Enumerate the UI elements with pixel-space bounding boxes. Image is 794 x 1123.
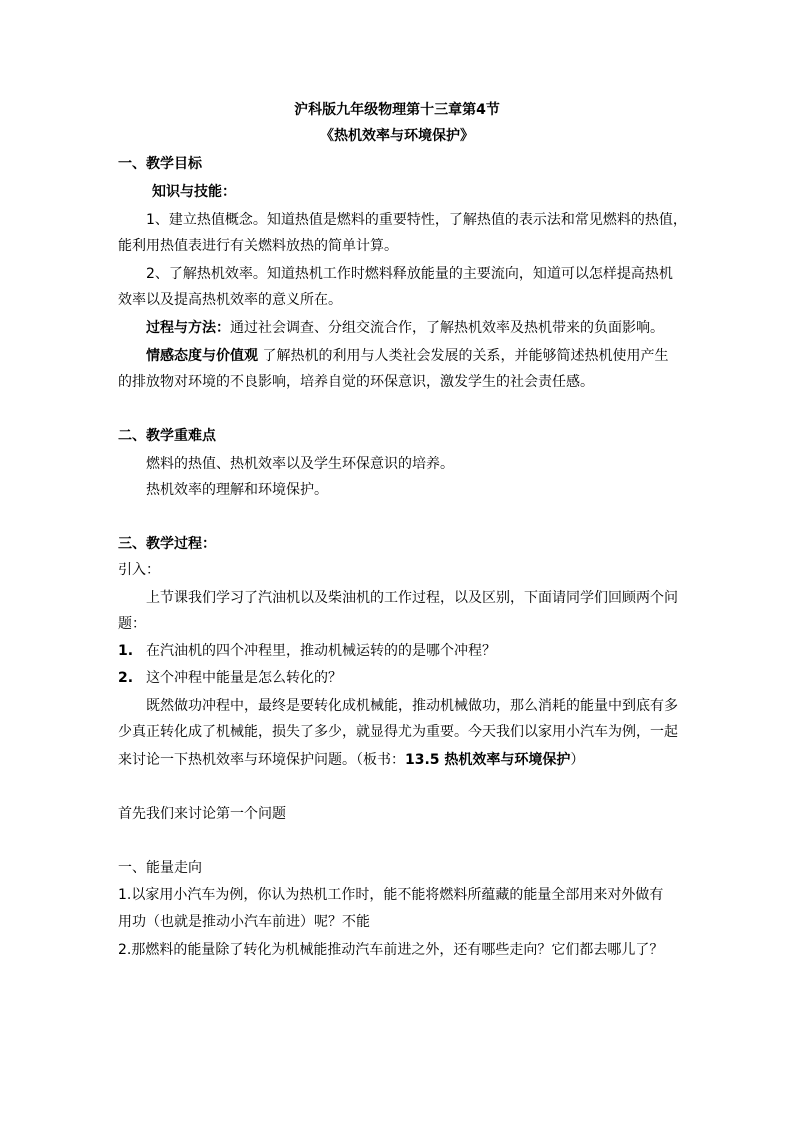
energy-flow-heading: 一、能量走向 [118,860,202,876]
emotion-label: 情感态度与价值观 [146,348,258,364]
process-label: 过程与方法： [146,320,230,336]
energy-question1-line2: 用功（也就是推动小汽车前进）呢？不能 [118,914,370,930]
document-title: 沪科版九年级物理第十三章第4节 [294,102,500,118]
knowledge-label: 知识与技能： [152,184,236,200]
intro-para1-line1: 上节课我们学习了汽油机以及柴油机的工作过程，以及区别，下面请同学们回顾两个问 [146,590,678,606]
process-text: 通过社会调查、分组交流合作，了解热机效率及热机带来的负面影响。 [230,320,664,336]
document-subtitle: 《热机效率与环境保护》 [320,128,474,144]
question2-text: 这个冲程中能量是怎么转化的？ [146,670,342,686]
question1-number: 1. [118,643,134,659]
process-method-line [146,318,664,338]
goal-item1-line2: 能利用热值表进行有关燃料放热的简单计算。 [118,238,398,254]
intro-para2-line2: 少真正转化成了机械能，损失了多少，就显得尤为重要。今天我们以家用小汽车为例，一起 [118,724,678,740]
section2-heading: 二、教学重难点 [118,428,216,444]
intro-label: 引入： [118,562,160,578]
discussion-intro: 首先我们来讨论第一个问题 [118,806,286,822]
question1-text: 在汽油机的四个冲程里，推动机械运转的的是哪个冲程？ [146,643,496,659]
board-note-suffix: ） [570,752,585,768]
board-note-title: 13.5 热机效率与环境保护 [405,752,571,768]
energy-question1-line1: 1.以家用小汽车为例，你认为热机工作时，能不能将燃料所蕴藏的能量全部用来对外做有 [118,887,664,903]
section3-heading: 三、教学过程： [118,536,216,552]
board-note-prefix: 来讨论一下热机效率与环境保护问题。（板书： [118,752,405,768]
energy-question2-line1: 2.那燃料的能量除了转化为机械能推动汽车前进之外，还有哪些走向？它们都去哪儿了？ [118,942,664,958]
emotion-text: 了解热机的利用与人类社会发展的关系，并能够简述热机使用产生 [258,348,669,364]
key-point-line1: 燃料的热值、热机效率以及学生环保意识的培养。 [146,456,454,472]
emotion-line [146,346,668,366]
intro-para1-line2: 题： [118,616,146,632]
intro-para2-line1: 既然做功冲程中，最终是要转化成机械能，推动机械做功，那么消耗的能量中到底有多 [146,698,678,714]
goal-item2-line1: 2、了解热机效率。知道热机工作时燃料释放能量的主要流向，知道可以怎样提高热机 [146,266,673,282]
key-point-line2: 热机效率的理解和环境保护。 [146,482,328,498]
section1-heading: 一、教学目标 [118,156,202,172]
intro-para2-line3 [118,750,584,770]
emotion-line2: 的排放物对环境的不良影响，培养自觉的环保意识，激发学生的社会责任感。 [118,374,594,390]
question2-number: 2. [118,670,134,686]
goal-item1-line1: 1、建立热值概念。知道热值是燃料的重要特性，了解热值的表示法和常见燃料的热值， [146,212,687,228]
goal-item2-line2: 效率以及提高热机效率的意义所在。 [118,292,342,308]
